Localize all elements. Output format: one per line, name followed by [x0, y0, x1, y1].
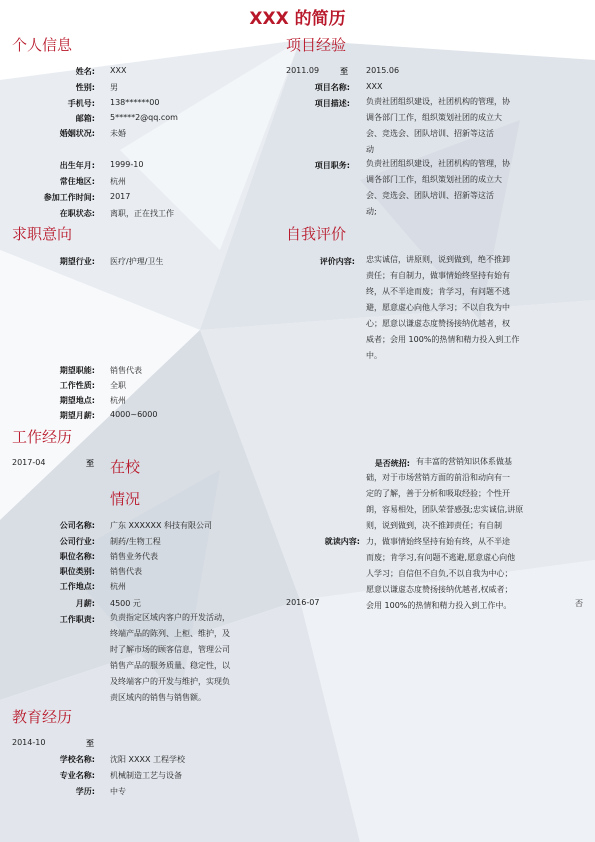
work-industry-value: 制药/生物工程	[110, 537, 161, 546]
work-duty-line: 终端产品的陈列、上柜、维护，及	[110, 629, 230, 638]
intent-location-value: 杭州	[110, 396, 126, 405]
work-duty-line: 销售产品的服务质量、稳定性，以	[110, 661, 230, 670]
project-start-date: 2011.09	[286, 66, 320, 75]
work-category-label: 职位类别:	[59, 567, 95, 576]
section-personal-heading: 个人信息	[12, 36, 73, 54]
marital-value: 未婚	[110, 129, 126, 138]
work-category-value: 销售代表	[110, 567, 142, 576]
work-salary-label: 月薪:	[75, 599, 95, 608]
section-project-heading: 项目经验	[286, 36, 347, 54]
self-eval-line: 威者；会用 100%的热情和精力投入到工作	[366, 335, 520, 344]
project-duty-line: 调各部门工作，组织策划社团的成立大	[366, 175, 502, 184]
intent-nature-value: 全职	[110, 381, 126, 390]
intent-salary-label: 期望月薪:	[59, 411, 95, 420]
work-to: 至	[86, 459, 94, 468]
work-current-line2: 情况	[110, 490, 141, 508]
page-title: XXX 的简历	[249, 9, 346, 29]
work-title-value: 销售业务代表	[110, 552, 158, 561]
residence-value: 杭州	[110, 177, 126, 186]
work-right-line: 有丰富的营销知识体系做基	[416, 457, 512, 466]
edu-school-value: 沈阳 XXXX 工程学校	[110, 755, 186, 764]
work-right-line: 朗，容易相处，团队荣誉感强;忠实诚信,讲原	[366, 505, 524, 514]
project-desc-line: 负责社团组织建设，社团机构的管理，协	[366, 97, 510, 106]
work-start-value: 2017	[110, 192, 131, 201]
work-start-label: 参加工作时间:	[43, 193, 95, 202]
work-right-line: 会用 100%的热情和精力投入到工作中。	[366, 601, 512, 610]
work-duty-line: 及终端客户的开发与维护，实现负	[110, 677, 230, 686]
work-duty	[110, 610, 275, 706]
edu-start-date: 2014-10	[12, 738, 46, 747]
edu-degree-value: 中专	[110, 787, 126, 796]
work-right-label2: 就读内容:	[324, 537, 360, 546]
work-duty-line: 负责指定区域内客户的开发活动，	[110, 613, 230, 622]
project-to: 至	[340, 67, 348, 76]
section-self-eval-heading: 自我评价	[286, 225, 347, 243]
name-label: 姓名:	[75, 67, 95, 76]
work-right-line: 人学习；自信但不自负,不以自我为中心；	[366, 569, 513, 578]
phone-value: 138******00	[110, 98, 160, 107]
project-name-value: XXX	[366, 82, 383, 91]
project-desc-line: 调各部门工作，组织策划社团的成立大	[366, 113, 502, 122]
project-duty	[366, 156, 566, 220]
project-desc-line: 动	[366, 145, 374, 154]
work-duty-line: 责区域内的销售与销售额。	[110, 693, 206, 702]
self-eval-line: 心；愿意以谦虚态度赞扬接纳优越者，权	[366, 319, 510, 328]
project-name-label: 项目名称:	[314, 83, 350, 92]
project-end-date: 2015.06	[366, 66, 400, 75]
work-location-label: 工作地点:	[59, 582, 95, 591]
email-label: 邮箱:	[75, 114, 95, 123]
work-location-value: 杭州	[110, 582, 126, 591]
self-eval-line: 终，从不半途而废；肯学习，有问题不逃	[366, 287, 510, 296]
marital-label: 婚姻状况:	[59, 129, 95, 138]
self-eval-line: 责任；有自制力，做事情始终坚持有始有	[366, 271, 510, 280]
section-education-heading: 教育经历	[12, 708, 73, 726]
self-eval-text	[366, 252, 576, 364]
intent-industry-label: 期望行业:	[59, 257, 95, 266]
work-duty-line: 时了解市场的顾客信息，管理公司	[110, 645, 230, 654]
residence-label: 常住地区:	[59, 177, 95, 186]
intent-industry-value: 医疗/护理/卫生	[110, 257, 164, 266]
intent-nature-label: 工作性质:	[59, 381, 95, 390]
edu-major-label: 专业名称:	[59, 771, 95, 780]
edu-school-label: 学校名称:	[59, 755, 95, 764]
edu-degree-label: 学历:	[75, 787, 95, 796]
edu-major-value: 机械制造工艺与设备	[110, 771, 182, 780]
work-duty-label: 工作职责:	[59, 615, 95, 624]
project-desc-label: 项目描述:	[314, 99, 350, 108]
intent-salary-value: 4000~6000	[110, 410, 158, 419]
work-right-line: 础，对于市场营销方面的前沿和动向有一	[366, 473, 510, 482]
project-duty-line: 会、竞选会、团队培训、招新等这活	[366, 191, 494, 200]
work-salary-value: 4500 元	[110, 599, 141, 608]
self-eval-line: 忠实诚信，讲原则，说到做到，绝不推卸	[366, 255, 510, 264]
project-duty-line: 负责社团组织建设，社团机构的管理，协	[366, 159, 510, 168]
work-current-line1: 在校	[110, 458, 141, 476]
section-intent-heading: 求职意向	[12, 225, 73, 243]
birth-value: 1999-10	[110, 160, 144, 169]
birth-label: 出生年月:	[59, 161, 95, 170]
work-right-label1: 是否统招:	[374, 459, 410, 468]
self-eval-label: 评价内容:	[319, 257, 355, 266]
intent-position-label: 期望职能:	[59, 366, 95, 375]
name-value: XXX	[110, 66, 127, 75]
work-right-line: 愿意以谦虚态度赞扬接纳优越者,权威者；	[366, 585, 513, 594]
edu-to: 至	[86, 739, 94, 748]
work-right-line: 而废；肯学习,有问题不逃避,愿意虚心向他	[366, 553, 516, 562]
phone-label: 手机号:	[67, 99, 95, 108]
work-industry-label: 公司行业:	[59, 537, 95, 546]
status-label: 在职状态:	[59, 209, 95, 218]
self-eval-line: 中。	[366, 351, 382, 360]
work-company-label: 公司名称:	[59, 521, 95, 530]
self-eval-line: 避，愿意虚心向他人学习；不以自我为中	[366, 303, 510, 312]
work-right-line: 定的了解，善于分析和吸取经验；个性开	[366, 489, 510, 498]
work-right-line: 则，说到做到，决不推卸责任；有自制	[366, 521, 502, 530]
intent-location-label: 期望地点:	[59, 396, 95, 405]
work-right-line: 力，做事情始终坚持有始有终，从不半途	[366, 537, 510, 546]
project-duty-label: 项目职务:	[314, 161, 350, 170]
intent-position-value: 销售代表	[110, 366, 142, 375]
project-desc-line: 会、竞选会、团队培训、招新等这活	[366, 129, 494, 138]
gender-label: 性别:	[75, 83, 95, 92]
gender-value: 男	[110, 83, 118, 92]
status-value: 离职，正在找工作	[110, 209, 174, 218]
project-desc	[366, 94, 566, 158]
work-end-date: 2016-07	[286, 598, 320, 607]
section-work-heading: 工作经历	[12, 428, 73, 446]
work-start-date: 2017-04	[12, 458, 46, 467]
work-right-text	[366, 454, 578, 614]
project-duty-line: 动;	[366, 207, 377, 216]
work-company-value: 广东 XXXXXX 科技有限公司	[110, 521, 212, 530]
work-title-label: 职位名称:	[59, 552, 95, 561]
email-value: 5*****2@qq.com	[110, 113, 178, 122]
work-trailing-value: 否	[575, 599, 583, 608]
